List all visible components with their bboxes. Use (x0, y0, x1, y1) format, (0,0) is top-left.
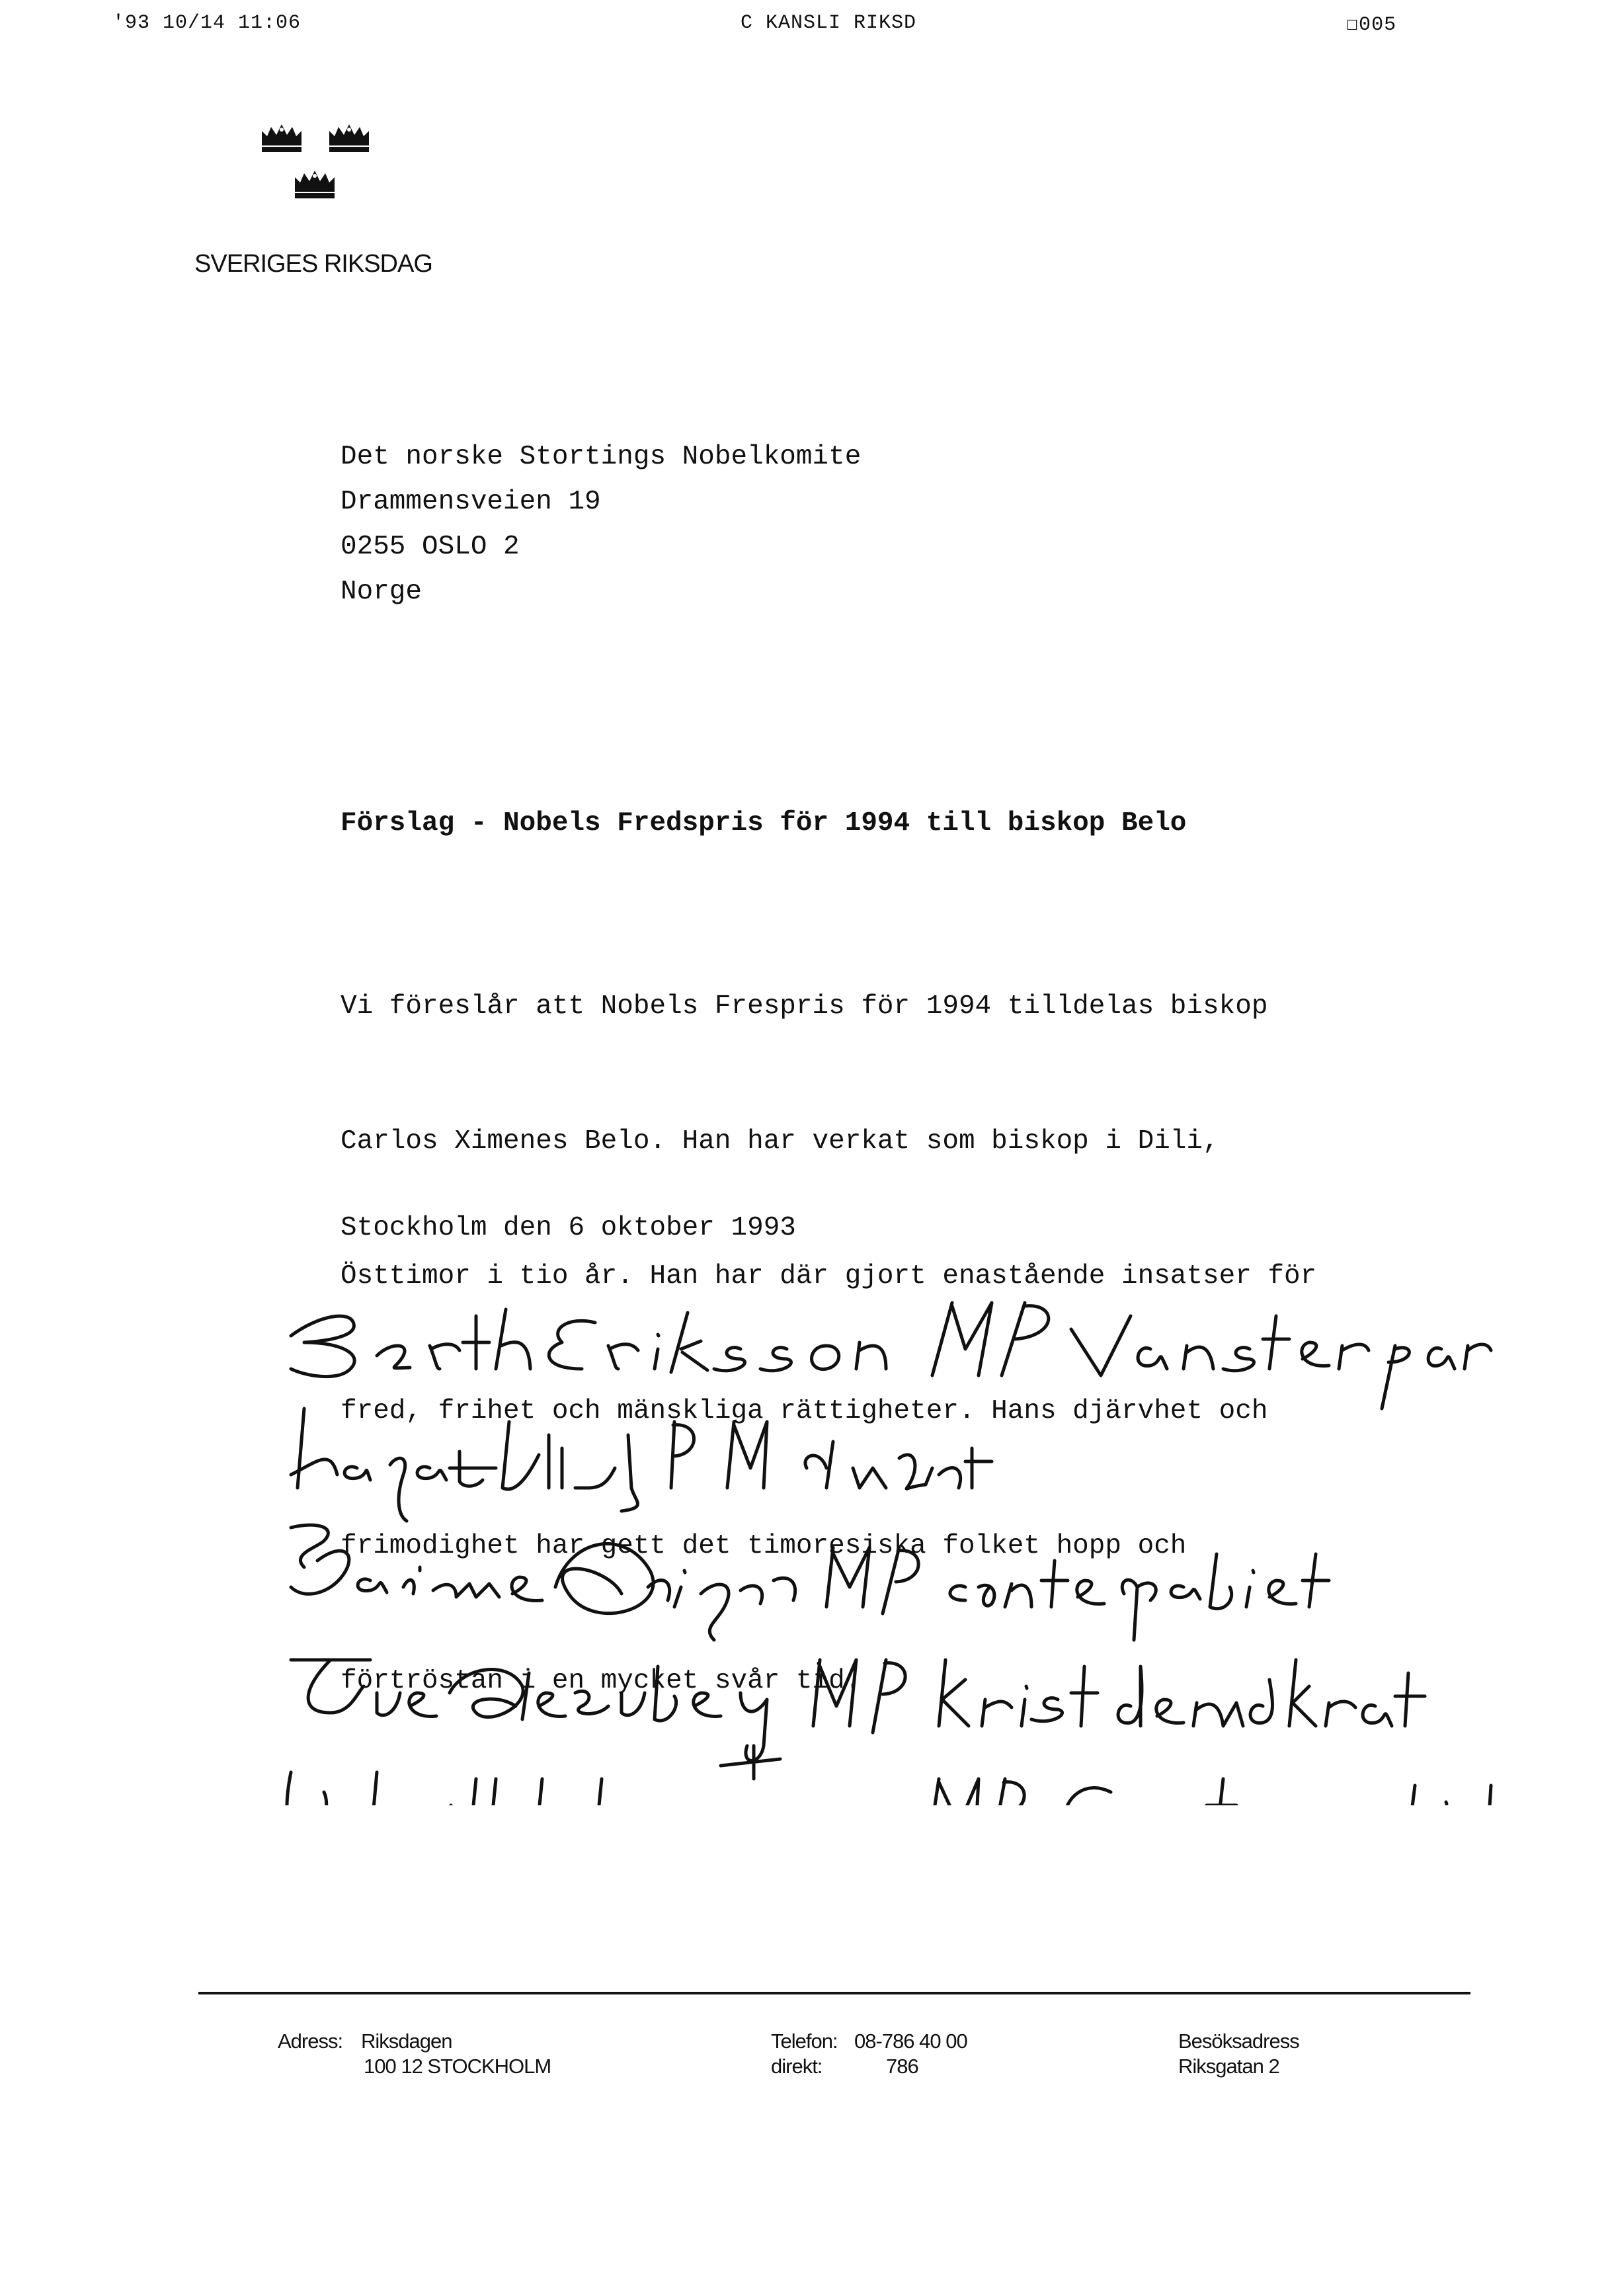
body-line-6: förtröstan i en mycket svår tid. (341, 1666, 862, 1696)
visit-label: Besöksadress (1178, 2030, 1299, 2053)
three-crowns-icon (257, 118, 389, 214)
phone-value: 08-786 40 00 (854, 2030, 967, 2053)
recipient-line-3: 0255 OSLO 2 (341, 532, 520, 562)
direct-label: direkt: (771, 2055, 823, 2078)
fax-page-number: ☐005 (1346, 14, 1397, 36)
body-line-3: Östtimor i tio år. Han har där gjort enastående insatser för (341, 1261, 1317, 1292)
body-line-1: Vi föreslår att Nobels Frespris för 1994 tilldelas biskop (341, 991, 1268, 1022)
footer-address (278, 2029, 551, 2079)
address-line-1: Riksdagen (361, 2030, 452, 2053)
body-line-5: frimodighet har gett det timoresiska folket hopp och (341, 1531, 1187, 1561)
letter-subject: Förslag - Nobels Fredspris för 1994 till biskop Belo (341, 808, 1187, 839)
address-line-2: 100 12 STOCKHOLM (364, 2055, 551, 2078)
footer-divider (198, 1992, 1470, 1994)
organization-name: SVERIGES RIKSDAG (194, 250, 432, 278)
visit-value: Riksgatan 2 (1178, 2055, 1279, 2078)
address-label: Adress: (278, 2030, 343, 2053)
handwritten-signatures (278, 1276, 1494, 1809)
fax-timestamp: '93 10/14 11:06 (112, 12, 302, 34)
place-and-date: Stockholm den 6 oktober 1993 (341, 1213, 796, 1243)
phone-label: Telefon: (771, 2030, 838, 2053)
recipient-line-4: Norge (341, 577, 422, 607)
body-line-4: fred, frihet och mänskliga rättigheter. Hans djärvhet och (341, 1396, 1268, 1426)
signature-5 (287, 1772, 1494, 1805)
recipient-line-1: Det norske Stortings Nobelkomite (341, 442, 862, 472)
signature-3 (291, 1525, 1329, 1640)
footer-phone (771, 2029, 967, 2079)
fax-sender: C KANSLI RIKSD (741, 12, 917, 34)
footer-visit-address (1178, 2029, 1299, 2079)
recipient-line-2: Drammensveien 19 (341, 487, 601, 517)
signature-1 (291, 1303, 1491, 1409)
signature-2 (291, 1409, 992, 1521)
body-line-2: Carlos Ximenes Belo. Han har verkat som biskop i Dili, (341, 1126, 1219, 1157)
direct-value: 786 (886, 2055, 918, 2078)
signature-4 (291, 1660, 1425, 1779)
